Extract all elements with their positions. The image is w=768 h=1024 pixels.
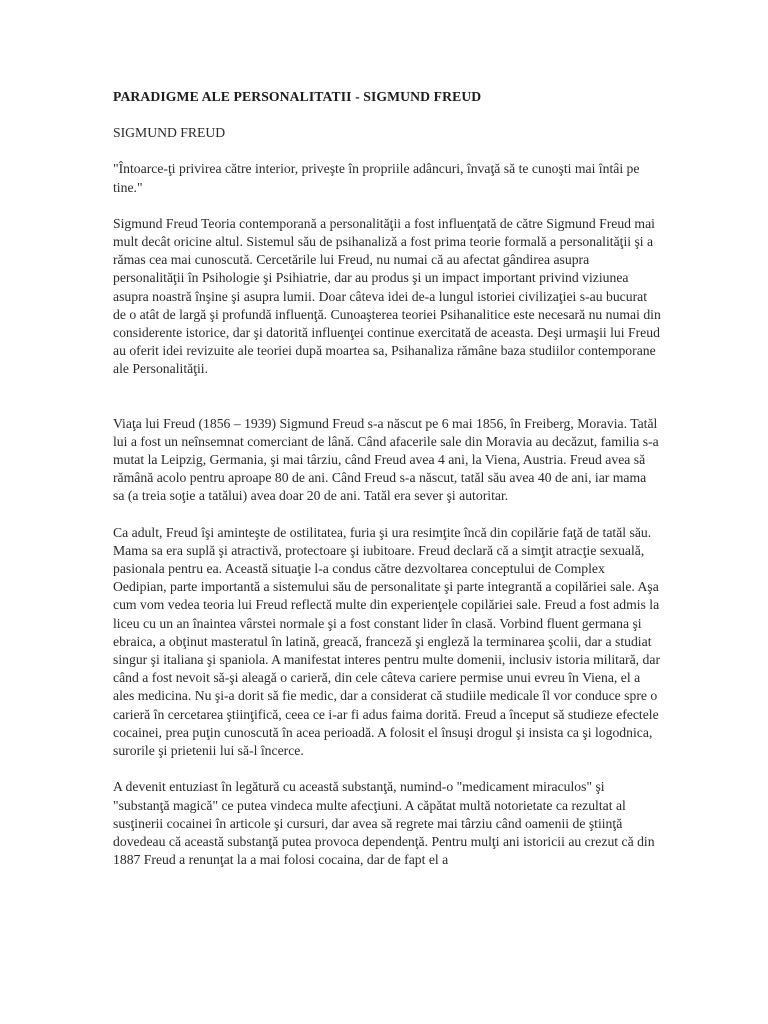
quote-paragraph: "Întoarce-ţi privirea către interior, priveşte în propriile adâncuri, învaţă să te cunoşti mai întâi pe tine."	[113, 161, 640, 195]
cocaine-paragraph: A devenit entuziast în legătură cu această substanţă, numind-o "medicament miraculos" şi "substanţă magică" ce putea vindeca multe afecţiuni. A căpătat multă notorietate ca rezultat al susţinerii cocainei în articole şi cursuri, dar avea să regrete mai târziu când oamenii de ştiinţă dovedeau că această substanţă putea provoca dependenţă. Pentru mulţi ani istoricii au crezut că din 1887 Freud a renunţat la a mai folosi cocaina, dar de fapt el a	[113, 779, 655, 868]
document-title: PARADIGME ALE PERSONALITATII - SIGMUND FREUD	[113, 89, 482, 104]
document-subtitle: SIGMUND FREUD	[113, 125, 226, 141]
document-page	[113, 88, 661, 887]
childhood-paragraph: Ca adult, Freud îşi aminteşte de ostilitatea, furia şi ura resimţite încă din copilărie faţă de tatăl său. Mama sa era suplă şi atractivă, protectoare şi iubitoare. Freud declară că a simţit atracţie sexuală, pasionala pentru ea. Această situaţie l-a condus către dezvoltarea conceptului de Complex Oedipian, parte importantă a sistemului său de personalitate şi parte integrantă a copilăriei sale. Aşa cum vom vedea teoria lui Freud reflectă multe din experienţele copilăriei sale. Freud a fost admis la liceu cu un an înaintea vârstei normale şi a fost constant lider în clasă. Vorbind fluent germana şi ebraica, a obţinut masteratul în latină, greacă, franceză şi engleză la terminarea şcolii, dar a studiat singur şi italiana şi spaniola. A manifestat interes pentru multe domenii, inclusiv istoria militară, dar când a fost nevoit să-şi aleagă o carieră, din cele câteva cariere permise unui evreu în Viena, el a ales medicina. Nu şi-a dorit să fie medic, dar a considerat că studiile medicale îl vor conduce spre o carieră în cercetarea ştiinţifică, ceea ce i-ar fi adus faima dorită. Freud a început să studieze efectele cocainei, prea puţin cunoscută în acea perioadă. A folosit el însuşi drogul şi insista ca şi logodnica, surorile şi prietenii lui să-l încerce.	[113, 524, 661, 759]
intro-paragraph: Sigmund Freud Teoria contemporană a personalităţii a fost influenţată de către Sigmund Freud mai mult decât oricine altul. Sistemul său de psihanaliză a fost prima teorie formală a personalităţii şi a rămas cea mai cunoscută. Cercetările lui Freud, nu numai că au afectat gândirea asupra personalităţii în Psihologie şi Psihiatrie, dar au produs şi un impact important privind viziunea asupra noastră înşine şi asupra lumii. Doar câteva idei de-a lungul istoriei civilizaţiei s-au bucurat de o atât de largă şi profundă influenţă. Cunoaşterea teoriei Psihanalitice este necesară nu numai din considerente istorice, dar şi datorită influenţei continue exercitată de aceasta. Deşi urmaşii lui Freud au oferit idei revizuite ale teoriei după moartea sa, Psihanaliza rămâne baza studiilor contemporane ale Personalităţii.	[113, 215, 661, 377]
biography-paragraph: Viaţa lui Freud (1856 – 1939) Sigmund Freud s-a născut pe 6 mai 1856, în Freiberg, Moravia. Tatăl lui a fost un neînsemnat comerciant de lână. Când afacerile sale din Moravia au decăzut, familia s-a mutat la Leipzig, Germania, şi mai târziu, când Freud avea 4 ani, la Viena, Austria. Freud avea să rămână acolo pentru aproape 80 de ani. Când Freud s-a născut, tatăl său avea 40 de ani, iar mama sa (a treia soţie a tatălui) avea doar 20 de ani. Tatăl era sever şi autoritar.	[113, 415, 659, 504]
